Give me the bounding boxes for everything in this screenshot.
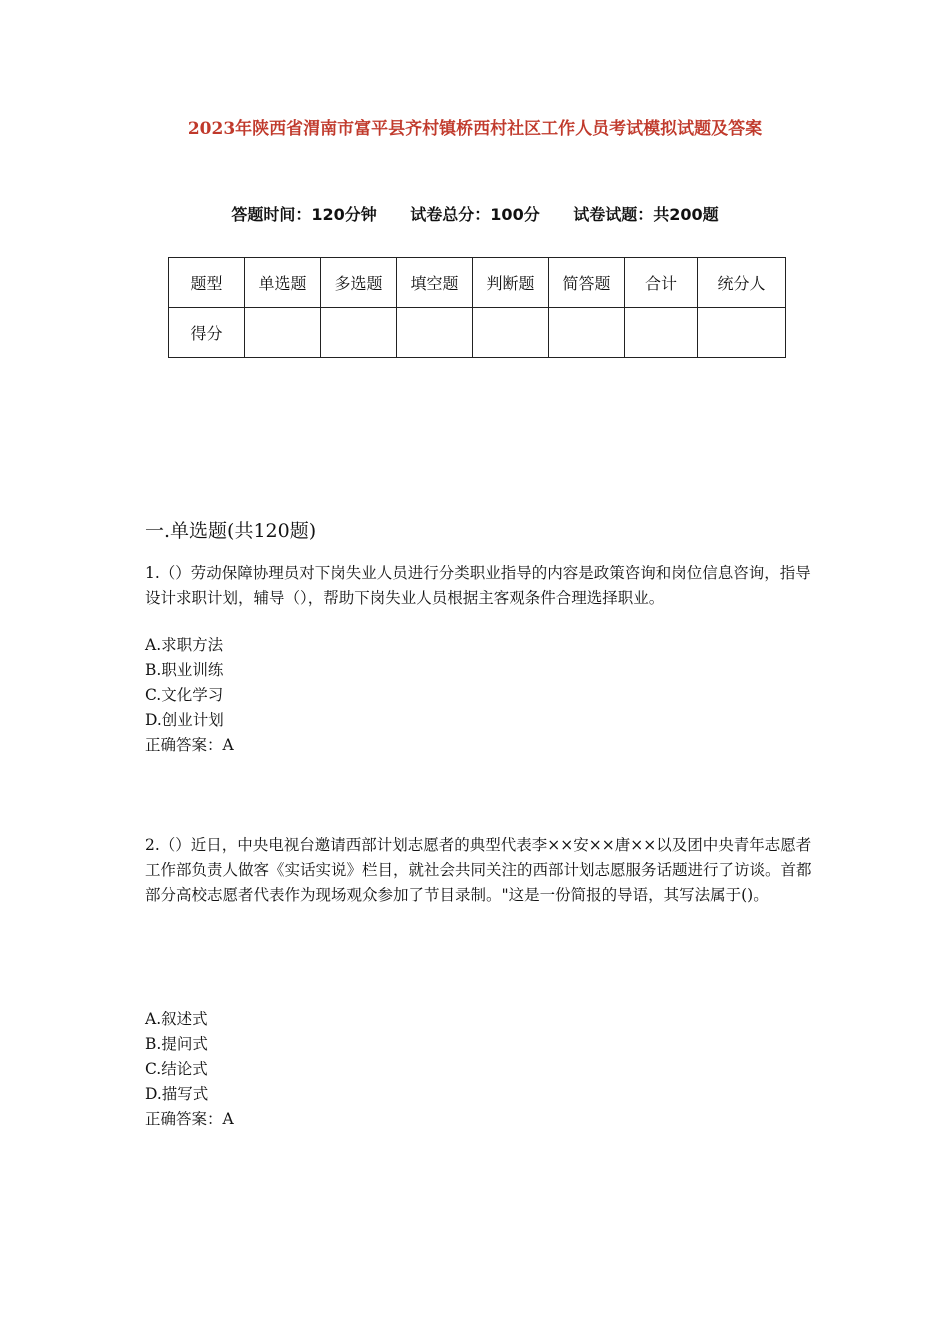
document-title: 2023年陕西省渭南市富平县齐村镇桥西村社区工作人员考试模拟试题及答案 [187, 119, 763, 139]
option-a: A.叙述式 [145, 1010, 208, 1028]
score-header-cell: 单选题 [245, 258, 321, 308]
option-d: D.创业计划 [145, 711, 224, 729]
score-cell [549, 308, 625, 358]
question-2-options [145, 1007, 234, 1132]
score-row-label: 得分 [169, 308, 245, 358]
option-d: D.描写式 [145, 1085, 209, 1103]
question-1-options [145, 633, 234, 758]
score-cell [321, 308, 397, 358]
score-cell [397, 308, 473, 358]
option-b: B.提问式 [145, 1035, 208, 1053]
score-table-header-row [169, 258, 786, 308]
option-a: A.求职方法 [145, 636, 224, 654]
score-header-cell: 题型 [169, 258, 245, 308]
exam-time: 答题时间：120分钟 [231, 205, 377, 224]
correct-answer: 正确答案：A [145, 1110, 234, 1128]
correct-answer: 正确答案：A [145, 736, 234, 754]
score-table [168, 257, 786, 358]
question-1-text: 1.（）劳动保障协理员对下岗失业人员进行分类职业指导的内容是政策咨询和岗位信息咨询，指导设计求职计划，辅导（），帮助下岗失业人员根据主客观条件合理选择职业。 [145, 564, 811, 607]
score-header-cell: 多选题 [321, 258, 397, 308]
section-title: 一.单选题(共120题) [145, 520, 317, 542]
score-header-cell: 简答题 [549, 258, 625, 308]
exam-total-score: 试卷总分：100分 [410, 205, 540, 224]
score-header-cell: 填空题 [397, 258, 473, 308]
score-table-score-row [169, 308, 786, 358]
exam-meta [0, 202, 950, 225]
score-header-cell: 判断题 [473, 258, 549, 308]
question-2-text: 2.（）近日，中央电视台邀请西部计划志愿者的典型代表李××安××唐××以及团中央青年志愿者工作部负责人做客《实话实说》栏目，就社会共同关注的西部计划志愿服务话题进行了访谈。首都部分高校志愿者代表作为现场观众参加了节目录制。"这是一份简报的导语，其写法属于()。 [145, 836, 812, 904]
exam-question-count: 试卷试题：共200题 [573, 205, 719, 224]
score-header-cell: 合计 [625, 258, 698, 308]
option-c: C.文化学习 [145, 686, 224, 704]
score-cell [245, 308, 321, 358]
score-cell [625, 308, 698, 358]
option-b: B.职业训练 [145, 661, 224, 679]
score-cell [698, 308, 786, 358]
score-cell [473, 308, 549, 358]
score-header-cell: 统分人 [698, 258, 786, 308]
option-c: C.结论式 [145, 1060, 208, 1078]
